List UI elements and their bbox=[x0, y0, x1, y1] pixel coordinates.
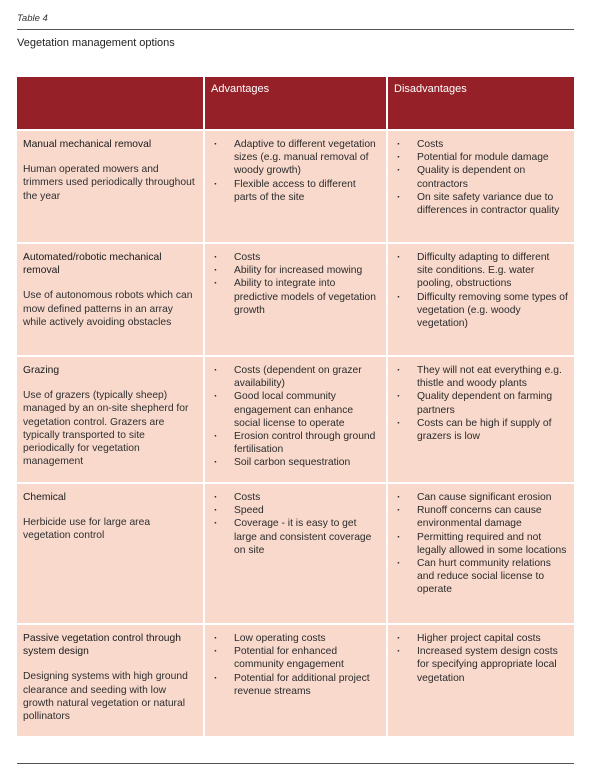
advantages-list bbox=[211, 632, 380, 698]
disadvantage-item: · Can cause significant erosion bbox=[394, 491, 568, 504]
advantages-cell bbox=[203, 625, 386, 736]
option-name: Manual mechanical removal bbox=[23, 139, 152, 150]
bottom-rule bbox=[17, 763, 574, 764]
advantages-cell bbox=[203, 357, 386, 482]
disadvantage-item: · Permitting required and not legally allowed in some locations bbox=[394, 531, 568, 557]
option-description: Designing systems with high ground clearance and seeding with low growth natural vegetation or natural pollinators bbox=[23, 671, 188, 723]
option-name: Chemical bbox=[23, 492, 66, 503]
option-cell bbox=[17, 357, 203, 482]
advantage-item: · Coverage - it is easy to get large and consistent coverage on site bbox=[211, 517, 380, 557]
advantage-item: · Costs bbox=[211, 251, 380, 264]
disadvantage-item: · Potential for module damage bbox=[394, 151, 568, 164]
advantage-item: · Ability to integrate into predictive models of vegetation growth bbox=[211, 277, 380, 317]
disadvantage-item: · Costs bbox=[394, 138, 568, 151]
option-name: Grazing bbox=[23, 365, 60, 376]
advantage-item: · Potential for enhanced community engagement bbox=[211, 645, 380, 671]
option-description: Use of autonomous robots which can mow defined patterns in an array while actively avoiding obstacles bbox=[23, 290, 193, 328]
disadvantage-item: · Difficulty adapting to different site conditions. E.g. water pooling, obstructions bbox=[394, 251, 568, 291]
advantage-item: · Erosion control through ground fertilisation bbox=[211, 430, 380, 456]
disadvantages-list bbox=[394, 138, 568, 217]
top-rule bbox=[17, 29, 574, 30]
disadvantages-cell bbox=[386, 131, 574, 242]
disadvantage-item: · Higher project capital costs bbox=[394, 632, 568, 645]
vegetation-table bbox=[17, 77, 574, 736]
advantage-item: · Flexible access to different parts of the site bbox=[211, 178, 380, 204]
disadvantage-item: · Can hurt community relations and reduce social license to operate bbox=[394, 557, 568, 597]
header-advantages: Advantages bbox=[203, 77, 386, 129]
advantages-list bbox=[211, 138, 380, 204]
disadvantage-item: · Runoff concerns can cause environmental damage bbox=[394, 504, 568, 530]
advantage-item: · Costs (dependent on grazer availability) bbox=[211, 364, 380, 390]
disadvantages-list bbox=[394, 632, 568, 685]
option-description: Human operated mowers and trimmers used periodically throughout the year bbox=[23, 164, 195, 202]
advantages-list bbox=[211, 251, 380, 317]
advantage-item: · Good local community engagement can enhance social license to operate bbox=[211, 390, 380, 430]
advantages-cell bbox=[203, 244, 386, 355]
advantage-item: · Speed bbox=[211, 504, 380, 517]
option-name: Automated/robotic mechanical removal bbox=[23, 252, 162, 277]
disadvantages-cell bbox=[386, 484, 574, 623]
disadvantages-cell bbox=[386, 357, 574, 482]
advantages-list bbox=[211, 491, 380, 557]
advantage-item: · Costs bbox=[211, 491, 380, 504]
disadvantages-list bbox=[394, 251, 568, 330]
header-disadvantages: Disadvantages bbox=[386, 77, 574, 129]
disadvantage-item: · On site safety variance due to differences in contractor quality bbox=[394, 191, 568, 217]
option-cell bbox=[17, 484, 203, 623]
disadvantages-list bbox=[394, 364, 568, 443]
advantages-cell bbox=[203, 484, 386, 623]
option-description: Herbicide use for large area vegetation control bbox=[23, 517, 151, 542]
table-title: Vegetation management options bbox=[17, 37, 175, 49]
disadvantage-item: · They will not eat everything e.g. thistle and woody plants bbox=[394, 364, 568, 390]
disadvantage-item: · Increased system design costs for specifying appropriate local vegetation bbox=[394, 645, 568, 685]
disadvantage-item: · Quality is dependent on contractors bbox=[394, 164, 568, 190]
option-cell bbox=[17, 244, 203, 355]
advantage-item: · Potential for additional project revenue streams bbox=[211, 672, 380, 698]
option-name: Passive vegetation control through system design bbox=[23, 633, 181, 658]
disadvantages-cell bbox=[386, 244, 574, 355]
advantage-item: · Adaptive to different vegetation sizes (e.g. manual removal of woody growth) bbox=[211, 138, 380, 178]
table-label: Table 4 bbox=[17, 13, 48, 24]
option-cell bbox=[17, 131, 203, 242]
header-blank bbox=[17, 77, 203, 129]
advantage-item: · Soil carbon sequestration bbox=[211, 456, 380, 469]
advantage-item: · Ability for increased mowing bbox=[211, 264, 380, 277]
disadvantages-list bbox=[394, 491, 568, 597]
option-cell bbox=[17, 625, 203, 736]
disadvantage-item: · Difficulty removing some types of vegetation (e.g. woody vegetation) bbox=[394, 291, 568, 331]
advantage-item: · Low operating costs bbox=[211, 632, 380, 645]
option-description: Use of grazers (typically sheep) managed by an on-site shepherd for vegetation control. Grazers are typically transported to site periodically for vegetation management bbox=[23, 390, 189, 468]
advantages-cell bbox=[203, 131, 386, 242]
advantages-list bbox=[211, 364, 380, 470]
disadvantage-item: · Costs can be high if supply of grazers is low bbox=[394, 417, 568, 443]
disadvantages-cell bbox=[386, 625, 574, 736]
disadvantage-item: · Quality dependent on farming partners bbox=[394, 390, 568, 416]
